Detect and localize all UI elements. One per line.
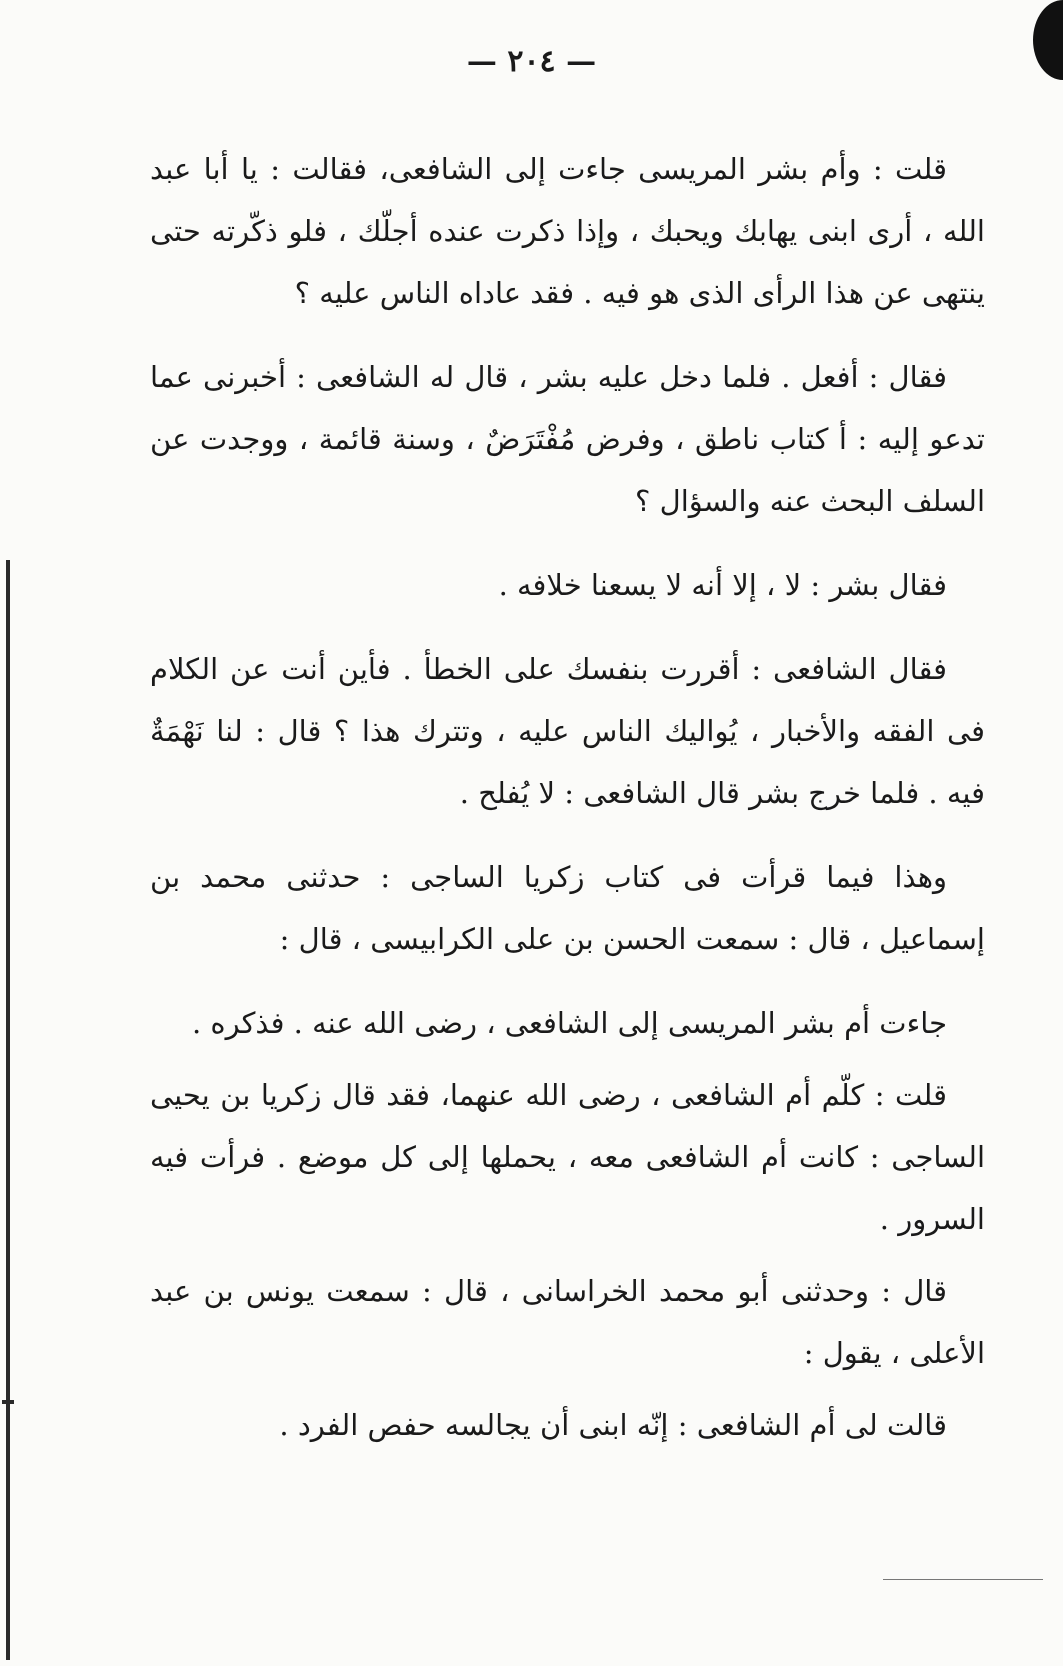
binding-mark <box>2 1400 14 1404</box>
binding-edge <box>6 560 10 1660</box>
paragraph-7: قلت : كلّم أم الشافعى ، رضى الله عنهما، فقد قال زكريا بن يحيى الساجى : كانت أم الشافعى معه ، يحملها إلى كل موضع . فرأت فيه السرور . <box>150 1078 985 1236</box>
paragraph-3: فقال بشر : لا ، إلا أنه لا يسعنا خلافه . <box>498 568 947 602</box>
bottom-edge-line <box>883 1579 1043 1580</box>
body-text <box>150 138 985 1478</box>
paragraph-5: وهذا فيما قرأت فى كتاب زكريا الساجى : حدثنى محمد بن إسماعيل ، قال : سمعت الحسن بن على الكرابيسى ، قال : <box>150 860 985 956</box>
paragraph-2: فقال : أفعل . فلما دخل عليه بشر ، قال له الشافعى : أخبرنى عما تدعو إليه : أ كتاب ناطق ، وفرض مُفْتَرَضٌ ، وسنة قائمة ، ووجدت عن السلف البحث عنه والسؤال ؟ <box>150 360 985 518</box>
paragraph-1: قلت : وأم بشر المريسى جاءت إلى الشافعى، فقالت : يا أبا عبد الله ، أرى ابنى يهابك ويحبك ، وإذا ذكرت عنده أجلّك ، فلو ذكّرته حتى ينتهى عن هذا الرأى الذى هو فيه . فقد عاداه الناس عليه ؟ <box>150 152 985 310</box>
paragraph-4: فقال الشافعى : أقررت بنفسك على الخطأ . فأين أنت عن الكلام فى الفقه والأخبار ، يُواليك الناس عليه ، وتترك هذا ؟ قال : لنا نَهْمَةٌ فيه . فلما خرج بشر قال الشافعى : لا يُفلح . <box>150 652 985 810</box>
paragraph-9: قالت لى أم الشافعى : إنّه ابنى أن يجالسه حفص الفرد . <box>279 1408 947 1442</box>
paragraph-8: قال : وحدثنى أبو محمد الخراسانى ، قال : سمعت يونس بن عبد الأعلى ، يقول : <box>150 1274 985 1370</box>
page-number: — ٢٠٤ — <box>466 44 597 79</box>
paragraph-6: جاءت أم بشر المريسى إلى الشافعى ، رضى الله عنه . فذكره . <box>191 1006 947 1040</box>
